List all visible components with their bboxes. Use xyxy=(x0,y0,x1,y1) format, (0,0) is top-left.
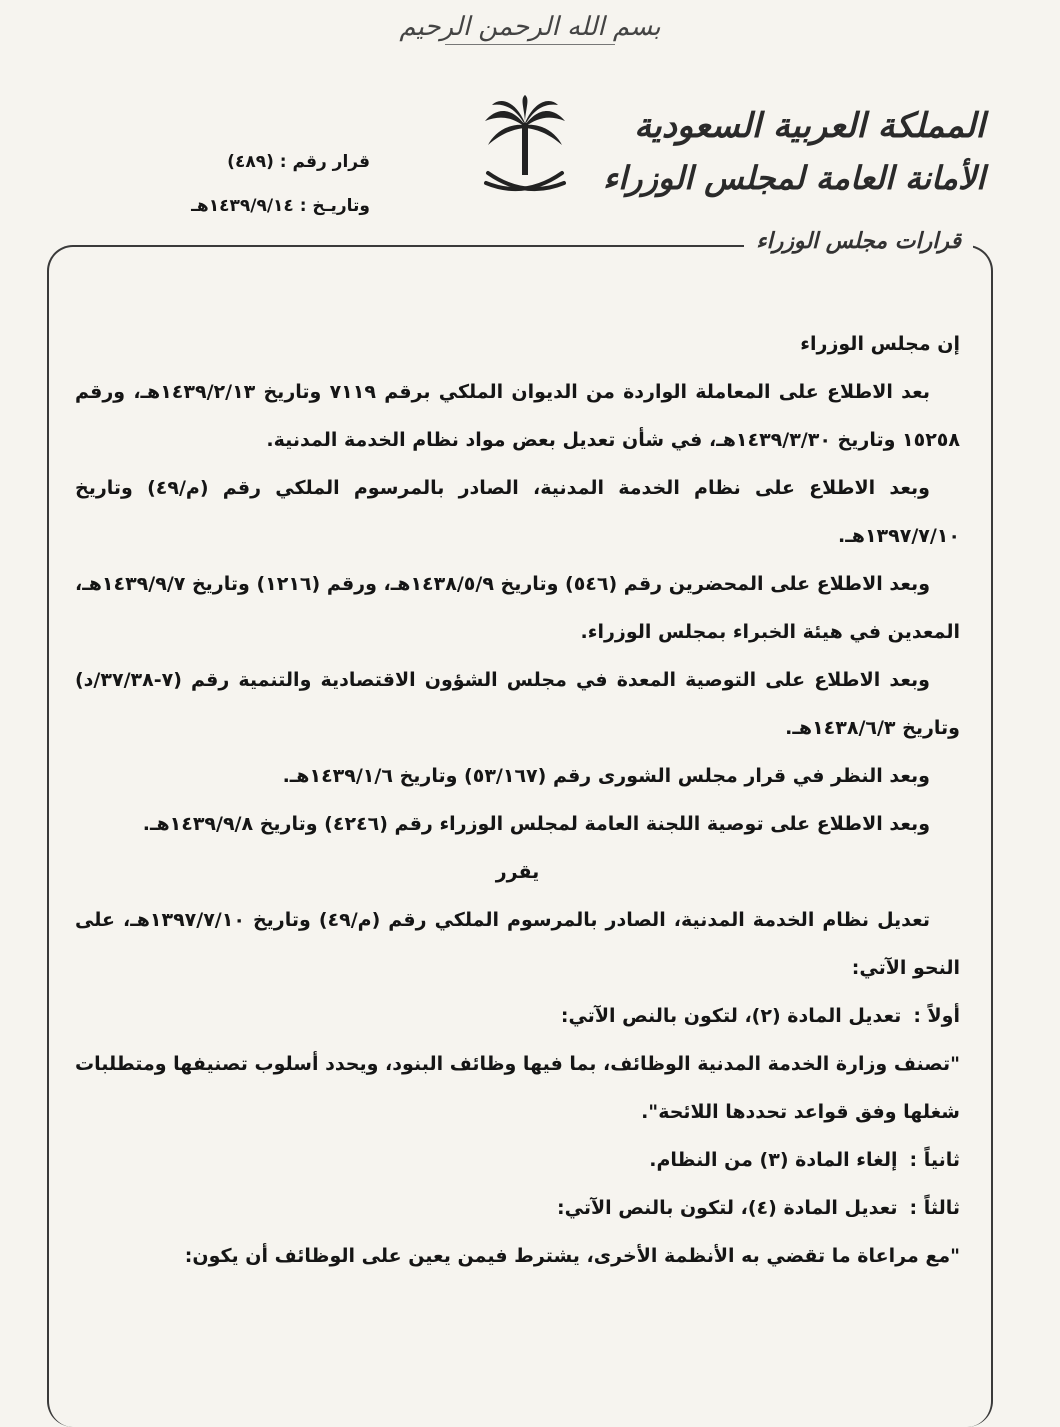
paragraph: تعديل نظام الخدمة المدنية، الصادر بالمرسوم الملكي رقم (م/٤٩) وتاريخ ١٣٩٧/٧/١٠هـ، على النحو الآتي: xyxy=(75,909,960,979)
secretariat-name: الأمانة العامة لمجلس الوزراء xyxy=(603,159,985,197)
quoted-text: "مع مراعاة ما تقضي به الأنظمة الأخرى، يشترط فيمن يعين على الوظائف أن يكون: xyxy=(184,1245,960,1267)
paragraph: وبعد الاطلاع على التوصية المعدة في مجلس الشؤون الاقتصادية والتنمية رقم (٧-٣٧/٣٨/د) وتاريخ ١٤٣٨/٦/٣هـ. xyxy=(75,669,960,739)
decides-heading: يقرر xyxy=(495,861,540,883)
item-text: تعديل المادة (٤)، لتكون بالنص الآتي: xyxy=(557,1197,898,1219)
item-label: ثالثاً : xyxy=(909,1197,960,1219)
paragraph: وبعد النظر في قرار مجلس الشورى رقم (٥٣/١٦٧) وتاريخ ١٤٣٩/١/٦هـ. xyxy=(282,765,930,787)
paragraph: وبعد الاطلاع على المحضرين رقم (٥٤٦) وتاريخ ١٤٣٨/٥/٩هـ، ورقم (١٢١٦) وتاريخ ١٤٣٩/٩/٧هـ، المعدين في هيئة الخبراء بمجلس الوزراء. xyxy=(75,573,960,643)
kingdom-name: المملكة العربية السعودية xyxy=(634,106,985,146)
paragraph: بعد الاطلاع على المعاملة الواردة من الديوان الملكي برقم ٧١١٩ وتاريخ ١٤٣٩/٢/١٣هـ، ورقم ١٥٢٥٨ وتاريخ ١٤٣٩/٣/٣٠هـ، في شأن تعديل بعض مواد نظام الخدمة المدنية. xyxy=(75,381,960,451)
article-first xyxy=(75,992,960,1040)
basmala-text: بسم الله الرحمن الرحيم xyxy=(399,12,661,42)
item-label: أولاً : xyxy=(913,1005,960,1027)
article-second xyxy=(75,1136,960,1184)
paragraph: وبعد الاطلاع على توصية اللجنة العامة لمجلس الوزراء رقم (٤٢٤٦) وتاريخ ١٤٣٩/٩/٨هـ. xyxy=(142,813,930,835)
paragraph: وبعد الاطلاع على نظام الخدمة المدنية، الصادر بالمرسوم الملكي رقم (م/٤٩) وتاريخ ١٣٩٧/٧/١٠هـ. xyxy=(75,477,960,547)
kingdom-header xyxy=(603,100,985,204)
decision-body xyxy=(75,320,960,1280)
item-label: ثانياً : xyxy=(909,1149,960,1171)
item-text: تعديل المادة (٢)، لتكون بالنص الآتي: xyxy=(560,1005,902,1027)
item-text: إلغاء المادة (٣) من النظام. xyxy=(649,1149,898,1171)
opening-line: إن مجلس الوزراء xyxy=(800,333,960,355)
basmala-underline xyxy=(445,44,615,45)
palm-swords-emblem-icon xyxy=(480,95,570,205)
decision-date: وتاريـخ : ١٤٣٩/٩/١٤هـ xyxy=(191,196,370,216)
frame-title: قرارات مجلس الوزراء xyxy=(744,228,973,254)
decision-meta xyxy=(160,140,370,228)
decision-number: قرار رقم : (٤٨٩) xyxy=(227,152,370,172)
article-third xyxy=(75,1184,960,1232)
quoted-text: "تصنف وزارة الخدمة المدنية الوظائف، بما فيها وظائف البنود، ويحدد أسلوب تصنيفها ومتطلبات شغلها وفق قواعد تحددها اللائحة". xyxy=(74,1053,960,1123)
basmala xyxy=(0,12,1060,45)
